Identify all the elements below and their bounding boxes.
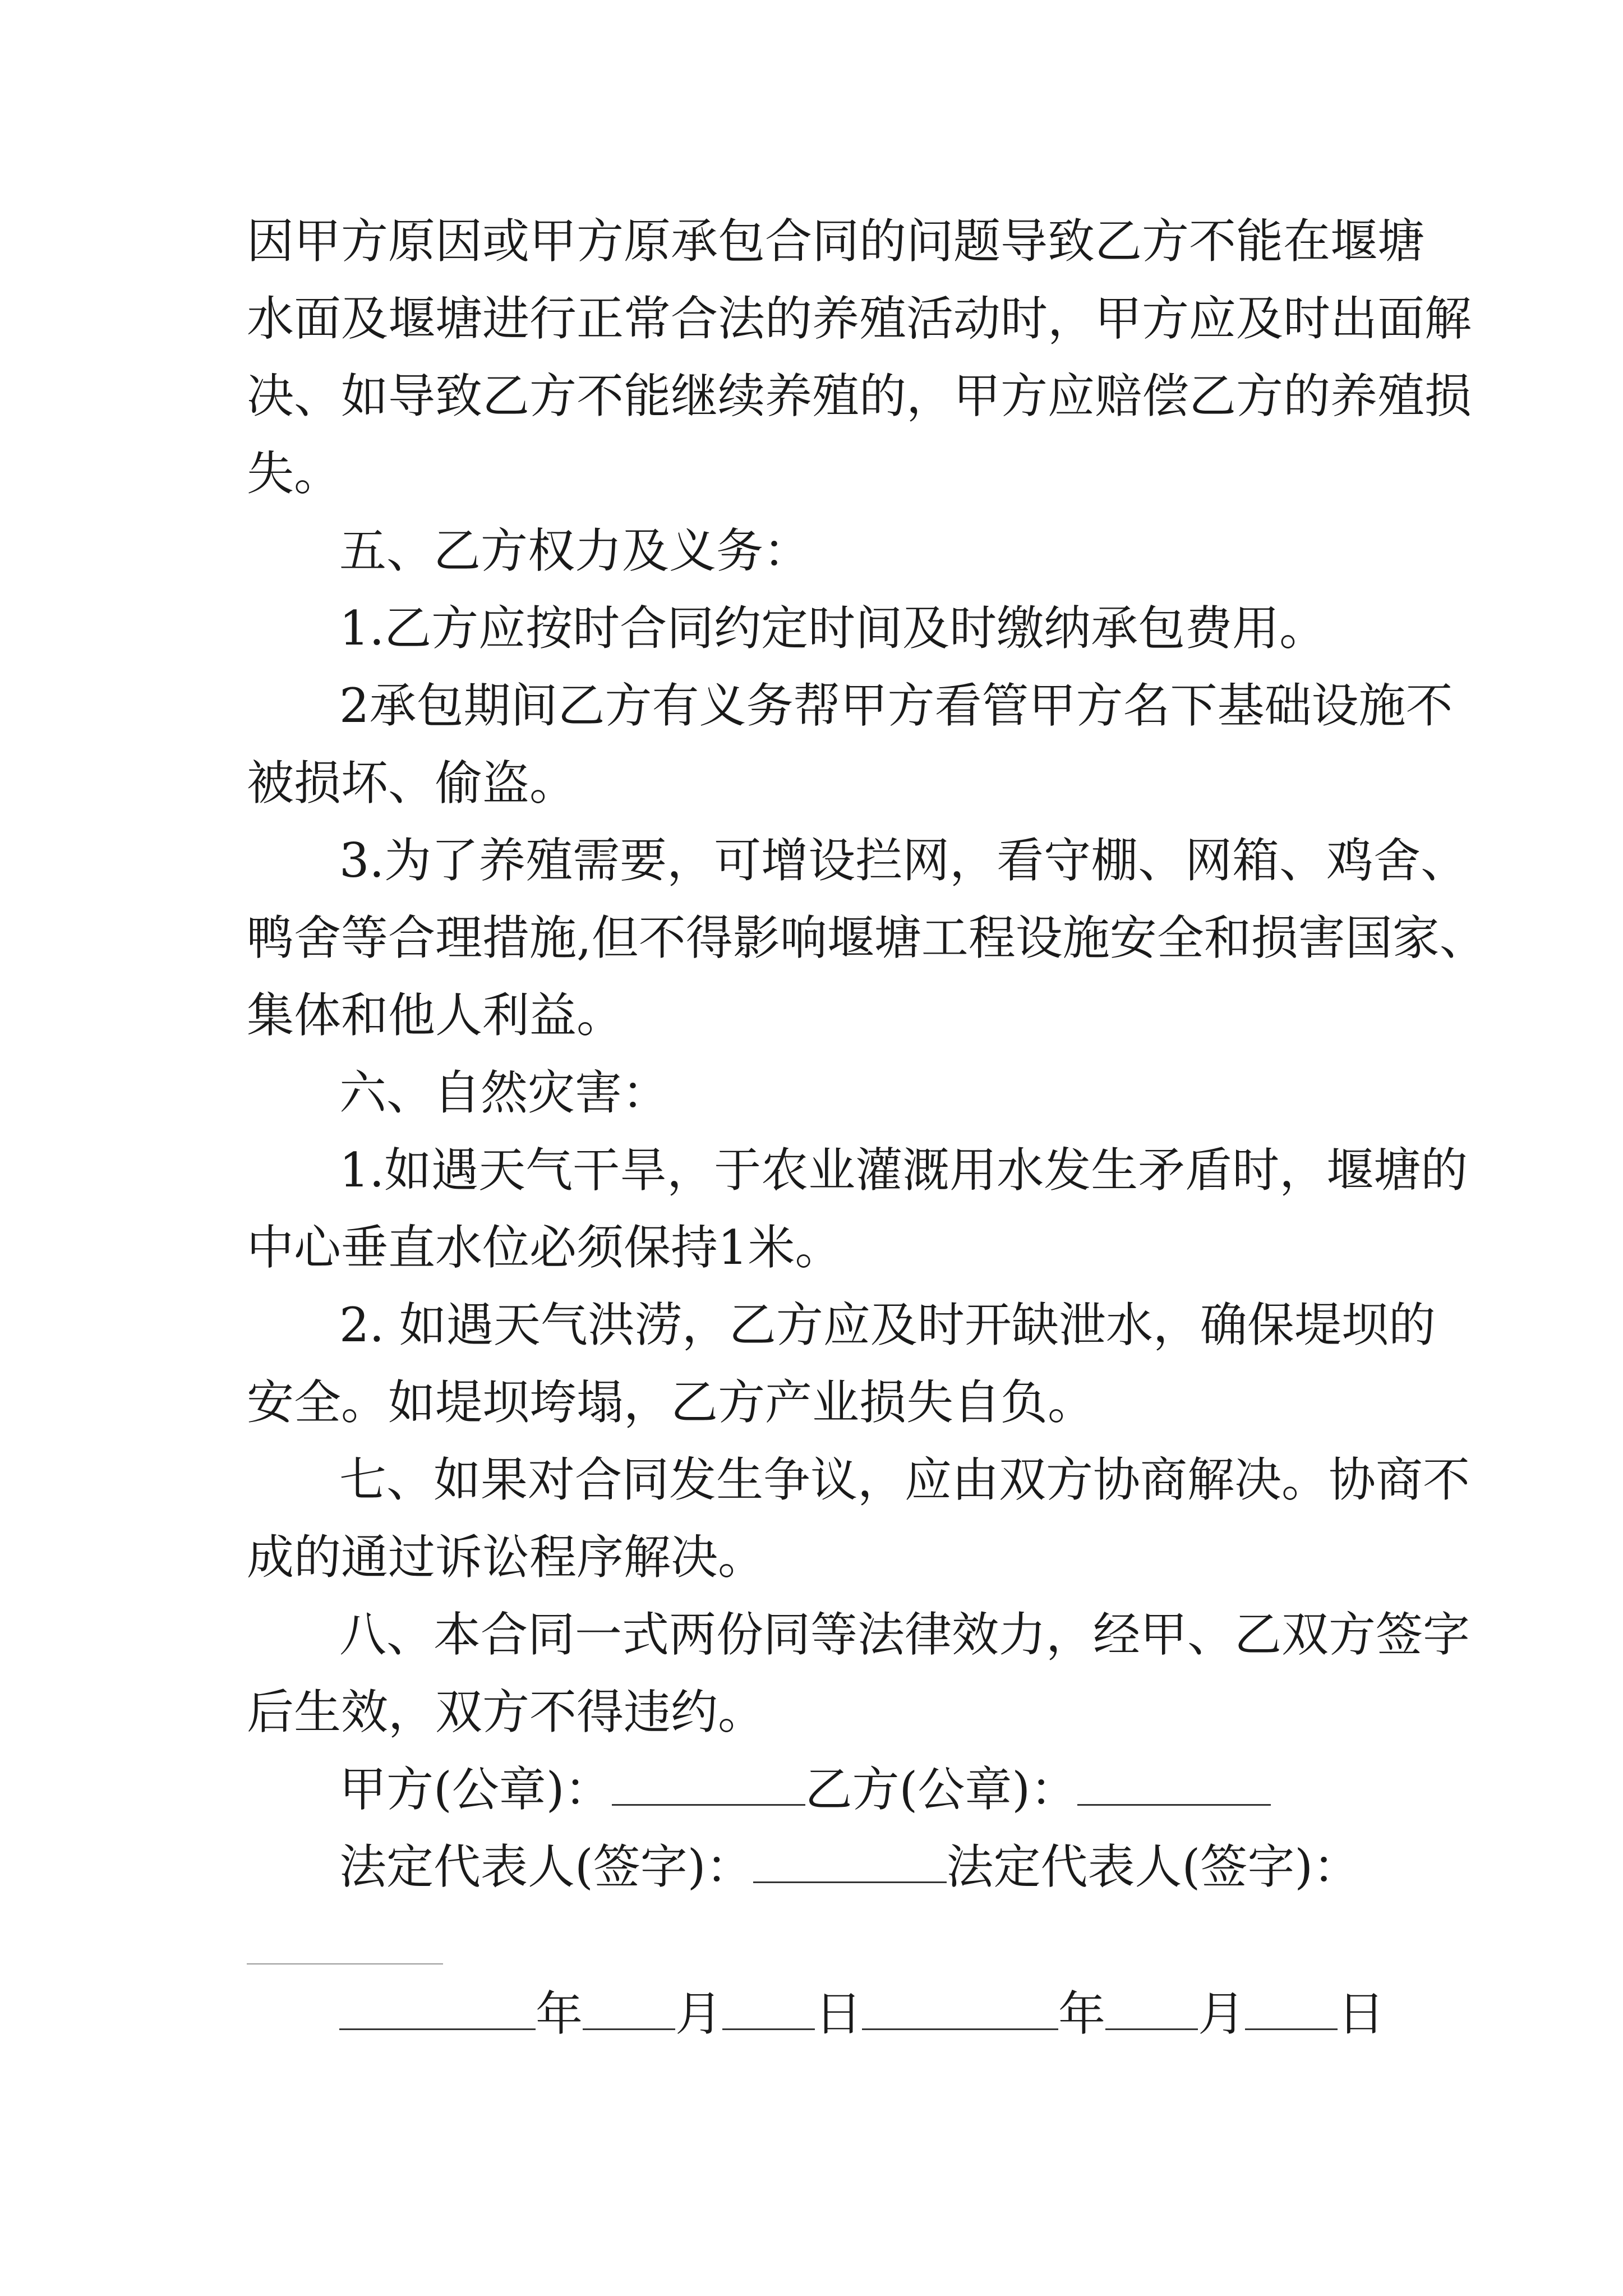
party-b-month-blank[interactable] — [1105, 1989, 1198, 2030]
representative-row — [339, 1839, 1495, 1895]
party-a-day-blank[interactable] — [722, 1989, 815, 2030]
paragraph-line: 1.乙方应按时合同约定时间及时缴纳承包费用。 — [339, 601, 1327, 656]
party-b-seal-blank[interactable] — [1077, 1765, 1271, 1806]
paragraph-line: 2承包期间乙方有义务帮甲方看管甲方名下基础设施不 — [339, 678, 1453, 733]
paragraph-line: 水面及堰塘进行正常合法的养殖活动时，甲方应及时出面解 — [247, 291, 1472, 346]
paragraph-line: 七、如果对合同发生争议，应由双方协商解决。协商不 — [339, 1452, 1470, 1507]
paragraph-line: 被损坏、偷盗。 — [247, 756, 577, 811]
paragraph-line: 3.为了养殖需要，可增设拦网，看守棚、网箱、鸡舍、 — [339, 833, 1468, 888]
paragraph-line: 成的通过诉讼程序解决。 — [247, 1530, 766, 1585]
day-label: 日 — [815, 1986, 863, 2041]
party-b-seal-label: 乙方(公章)： — [805, 1762, 1078, 1817]
party-a-rep-label: 法定代表人(签字)： — [339, 1839, 753, 1894]
paragraph-line: 失。 — [247, 446, 342, 501]
party-b-rep-blank-wrapped[interactable] — [247, 1963, 443, 1964]
paragraph-line: 1.如遇天气干旱，于农业灌溉用水发生矛盾时，堰塘的 — [339, 1143, 1468, 1198]
year-label: 年 — [536, 1986, 583, 2041]
date-row — [339, 1986, 1495, 2042]
party-a-seal-blank[interactable] — [612, 1765, 805, 1806]
party-b-year-blank[interactable] — [862, 1989, 1058, 2030]
month-label: 月 — [1198, 1986, 1246, 2041]
section-heading: 五、乙方权力及义务： — [339, 523, 811, 578]
paragraph-line: 安全。如堤坝垮塌，乙方产业损失自负。 — [247, 1375, 1095, 1430]
party-a-rep-blank[interactable] — [753, 1842, 947, 1883]
party-b-day-blank[interactable] — [1245, 1989, 1338, 2030]
day-label: 日 — [1338, 1986, 1385, 2041]
party-a-year-blank[interactable] — [339, 1989, 536, 2030]
paragraph-line: 鸭舍等合理措施,但不得影响堰塘工程设施安全和损害国家、 — [247, 910, 1487, 965]
paragraph-line: 后生效，双方不得违约。 — [247, 1685, 766, 1740]
year-label: 年 — [1058, 1986, 1106, 2041]
paragraph-line: 中心垂直水位必须保持1米。 — [247, 1220, 842, 1275]
month-label: 月 — [675, 1986, 723, 2041]
paragraph-line: 集体和他人利益。 — [247, 988, 624, 1043]
paragraph-line: 决、如导致乙方不能继续养殖的，甲方应赔偿乙方的养殖损 — [247, 369, 1472, 424]
party-seal-row — [339, 1761, 1495, 1818]
section-heading: 六、自然灾害： — [339, 1065, 670, 1120]
party-a-month-blank[interactable] — [583, 1989, 675, 2030]
paragraph-line: 因甲方原因或甲方原承包合同的问题导致乙方不能在堰塘 — [247, 214, 1425, 269]
paragraph-line: 八、本合同一式两份同等法律效力，经甲、乙双方签字 — [339, 1607, 1470, 1662]
party-a-seal-label: 甲方(公章)： — [339, 1762, 612, 1817]
paragraph-line: 2. 如遇天气洪涝，乙方应及时开缺泄水，确保堤坝的 — [339, 1297, 1436, 1352]
party-b-rep-label: 法定代表人(签字)： — [946, 1839, 1361, 1894]
